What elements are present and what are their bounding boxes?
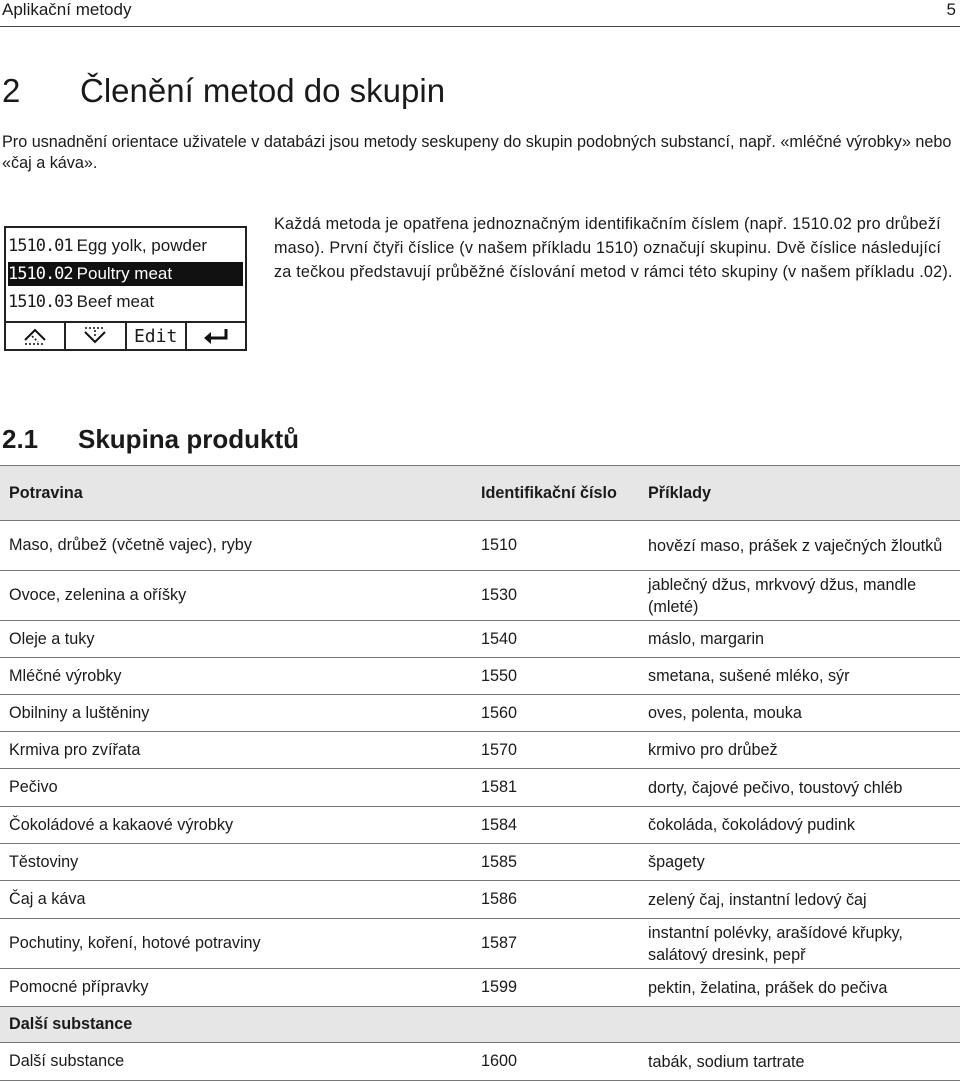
cell-examples: tabák, sodium tartrate	[648, 1052, 805, 1071]
device-display	[4, 226, 247, 351]
table-row	[0, 695, 960, 732]
page-header	[0, 0, 960, 20]
product-group-table	[0, 465, 960, 1081]
cell-food: Obilniny a luštěniny	[9, 703, 150, 722]
cell-id: 1599	[481, 978, 518, 996]
cell-examples: hovězí maso, prášek z vaječných žloutků	[648, 536, 943, 555]
cell-id: 1584	[481, 815, 518, 834]
edit-softkey[interactable]: Edit	[127, 323, 187, 349]
cell-examples: instantní polévky, arašídové křupky, salátový dresink, pepř	[648, 923, 903, 964]
scroll-down-softkey[interactable]	[66, 323, 126, 349]
cell-id: 1560	[481, 703, 518, 722]
table-header-row	[0, 466, 960, 521]
subsection-title: Skupina produktů	[78, 424, 299, 454]
table-section-row	[0, 1007, 960, 1043]
table-row	[0, 881, 960, 919]
cell-examples: máslo, margarin	[648, 630, 765, 648]
cell-id: 1510	[481, 536, 518, 554]
section-heading	[2, 72, 445, 110]
method-code: 1510.01	[8, 236, 73, 256]
method-list-item[interactable]	[8, 234, 243, 258]
cell-food: Těstoviny	[9, 852, 79, 871]
cell-food: Ovoce, zelenina a oříšky	[9, 586, 187, 604]
table-row	[0, 1043, 960, 1081]
cell-food: Oleje a tuky	[9, 629, 95, 648]
subsection-heading	[2, 424, 299, 455]
method-label: Egg yolk, powder	[76, 236, 208, 255]
method-label: Poultry meat	[76, 264, 173, 283]
scroll-up-icon	[22, 326, 48, 346]
scroll-down-icon	[82, 326, 108, 346]
method-id-explanation: Každá metoda je opatřena jednoznačným identifikačním číslem (např. 1510.02 pro drůbeží maso). První čtyři číslice (v našem příkladu 1510) označují skupinu. Dvě číslice následující za tečkou představují průběžné číslování metod v rámci této skupiny (v našem příkladu .02).	[274, 215, 953, 281]
column-header-examples: Příklady	[648, 484, 711, 502]
cell-examples: oves, polenta, mouka	[648, 704, 802, 722]
method-list-item[interactable]	[8, 290, 243, 314]
header-title: Aplikační metody	[2, 0, 132, 19]
softkey-bar	[6, 321, 245, 349]
cell-id: 1581	[481, 778, 518, 796]
cell-id: 1585	[481, 852, 518, 871]
cell-examples: pektin, želatina, prášek do pečiva	[648, 978, 888, 997]
table-row	[0, 732, 960, 769]
method-list-item-selected[interactable]	[8, 262, 243, 286]
table-row	[0, 521, 960, 571]
cell-examples: jablečný džus, mrkvový džus, mandle (mleté)	[648, 575, 917, 616]
table-row	[0, 658, 960, 695]
cell-examples: smetana, sušené mléko, sýr	[648, 667, 850, 685]
table-row	[0, 919, 960, 969]
column-header-food: Potravina	[9, 483, 83, 502]
table-row	[0, 621, 960, 658]
cell-id: 1570	[481, 740, 518, 759]
page-number: 5	[946, 0, 956, 19]
cell-examples: čokoláda, čokoládový pudink	[648, 816, 855, 834]
cell-food: Pečivo	[9, 778, 58, 796]
cell-examples: špagety	[648, 853, 705, 871]
column-header-id: Identifikační číslo	[481, 484, 617, 502]
cell-examples: krmivo pro drůbež	[648, 741, 778, 759]
scroll-up-softkey[interactable]	[6, 323, 66, 349]
cell-examples: dorty, čajové pečivo, toustový chléb	[648, 778, 903, 797]
method-code: 1510.03	[8, 292, 73, 312]
cell-food: Krmiva pro zvířata	[9, 740, 141, 759]
cell-id: 1550	[481, 666, 518, 685]
table-row	[0, 969, 960, 1007]
table-row	[0, 769, 960, 807]
cell-food: Mléčné výrobky	[9, 666, 122, 685]
section-label: Další substance	[9, 1015, 133, 1033]
enter-icon	[202, 327, 230, 345]
table-row	[0, 571, 960, 621]
cell-id: 1586	[481, 890, 518, 908]
cell-id: 1600	[481, 1052, 518, 1070]
table-row	[0, 807, 960, 844]
cell-examples: zelený čaj, instantní ledový čaj	[648, 890, 867, 909]
cell-food: Pochutiny, koření, hotové potraviny	[9, 934, 261, 952]
cell-food: Čokoládové a kakaové výrobky	[9, 815, 234, 834]
cell-food: Čaj a káva	[9, 890, 86, 908]
enter-softkey[interactable]	[187, 323, 245, 349]
subsection-number: 2.1	[2, 424, 39, 454]
intro-paragraph: Pro usnadnění orientace uživatele v databázi jsou metody seskupeny do skupin podobných substancí, např. «mléčné výrobky» nebo «čaj a káva».	[2, 133, 952, 172]
table-row	[0, 844, 960, 881]
cell-food: Maso, drůbež (včetně vajec), ryby	[9, 536, 252, 554]
section-number: 2	[2, 72, 21, 109]
method-label: Beef meat	[76, 292, 155, 311]
cell-food: Další substance	[9, 1052, 125, 1070]
cell-food: Pomocné přípravky	[9, 978, 149, 996]
cell-id: 1587	[481, 934, 518, 952]
cell-id: 1540	[481, 629, 518, 648]
cell-id: 1530	[481, 586, 518, 604]
section-title: Členění metod do skupin	[80, 72, 446, 109]
method-code: 1510.02	[8, 264, 73, 284]
header-divider	[0, 26, 960, 27]
